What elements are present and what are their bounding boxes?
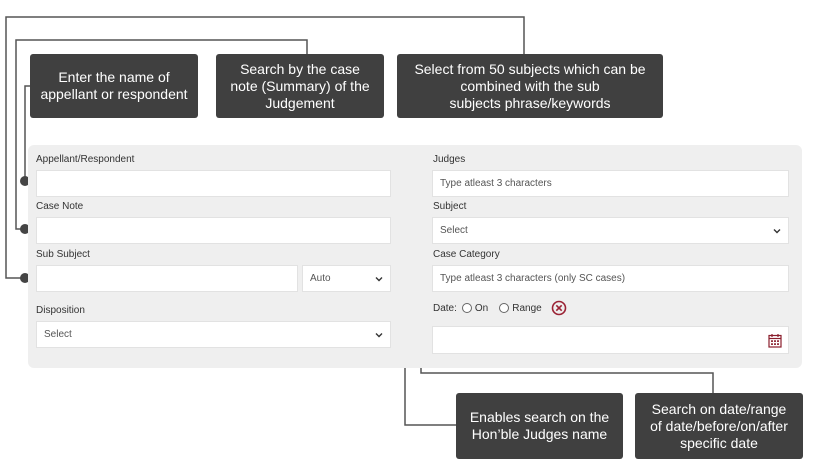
callout-subjects-line-3: subjects phrase/keywords [449,94,611,111]
appellant-input[interactable] [36,170,391,197]
subject-label: Subject [433,201,467,212]
case-category-input[interactable] [432,265,789,292]
date-range-radio[interactable] [499,303,509,313]
sub-subject-mode-value: Auto [310,273,331,284]
callout-judges [456,393,623,459]
disposition-select[interactable] [36,321,391,348]
callout-appellant-line-1: Enter the name of [58,69,170,85]
callout-appellant [30,54,198,118]
chevron-down-icon [772,226,782,236]
case-category-placeholder: Type atleast 3 characters (only SC cases) [440,273,626,284]
judges-input[interactable] [432,170,789,197]
appellant-label: Appellant/Respondent [36,154,135,165]
callout-subjects [397,54,663,118]
callout-date [635,393,803,459]
callout-case-note-line-1: Search by the case [240,60,360,77]
callout-case-note-line-3: Judgement [265,94,335,111]
callout-subjects-line-1: Select from 50 subjects which can be [414,60,646,77]
date-on-label[interactable]: On [474,302,489,314]
date-input[interactable] [432,326,789,354]
callout-case-note [216,54,384,118]
sub-subject-label: Sub Subject [36,249,90,260]
chevron-down-icon [374,274,384,284]
callout-judges-line-2: Hon’ble Judges name [471,426,608,442]
date-label: Date: [433,302,457,314]
case-category-label: Case Category [433,249,500,260]
sub-subject-mode-select[interactable] [302,265,391,292]
subject-value: Select [440,225,468,236]
date-mode-row [433,299,567,317]
sub-subject-input[interactable] [36,265,298,292]
judges-label: Judges [433,154,466,165]
callout-case-note-line-2: note (Summary) of the [230,77,370,94]
date-on-radio[interactable] [462,303,472,313]
judges-placeholder: Type atleast 3 characters [440,178,552,189]
subject-select[interactable] [432,217,789,244]
case-note-input[interactable] [36,217,391,244]
disposition-label: Disposition [36,305,85,316]
callout-date-line-2: of date/before/on/after [650,417,788,434]
callout-subjects-line-2: combined with the sub [460,77,600,94]
clear-circle-icon[interactable] [551,300,567,316]
date-range-label[interactable]: Range [512,302,542,314]
calendar-icon[interactable] [768,333,782,348]
callout-appellant-line-2: appellant or respondent [40,86,188,102]
disposition-value: Select [44,329,72,340]
callout-date-line-3: specific date [680,434,758,451]
callout-date-line-1: Search on date/range [651,400,787,417]
chevron-down-icon [374,330,384,340]
callout-judges-line-1: Enables search on the [469,409,610,425]
case-note-label: Case Note [36,201,84,212]
